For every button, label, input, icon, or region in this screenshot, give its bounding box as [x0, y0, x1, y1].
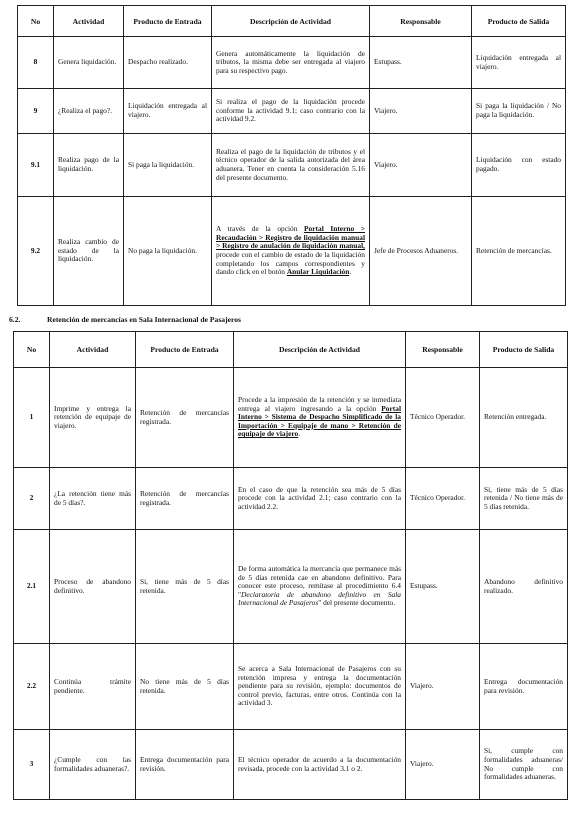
cell-actividad: ¿Realiza el pago?. [54, 89, 124, 134]
cell-salida: Si paga la liquidación / No paga la liquidación. [472, 89, 566, 134]
header-responsable: Responsable [370, 6, 472, 37]
header-no: No [14, 332, 50, 368]
header-producto-entrada: Producto de Entrada [136, 332, 234, 368]
menu-path-link: Portal Interno > Recaudación > Registro de liquidación manual > Registro de anulación de liquidación manual, [216, 224, 365, 251]
table-row [18, 197, 566, 306]
table-row [14, 730, 568, 800]
cell-no: 2 [14, 468, 50, 530]
cell-descripcion: Realiza el pago de la liquidación de tributos y el técnico operador de la salida autorizada del área aduanera. Tener en cuenta la consideración 5.16 del presente documento. [212, 134, 370, 197]
cell-responsable: Técnico Operador. [406, 468, 480, 530]
header-responsable: Responsable [406, 332, 480, 368]
cell-responsable: Viajero. [370, 134, 472, 197]
cell-salida: Si, cumple con formalidades aduaneras/ No cumple con formalidades aduaneras. [480, 730, 568, 800]
cell-responsable: Viajero. [406, 644, 480, 730]
cell-no: 2.1 [14, 530, 50, 644]
cell-no: 9.1 [18, 134, 54, 197]
section-heading [9, 315, 241, 324]
section-title: Retención de mercancías en Sala Internacional de Pasajeros [47, 315, 241, 324]
desc-text: Procede a la impresión de la retención y se inmediata entrega al viajero ingresando a la opción [238, 395, 401, 413]
section-number: 6.2. [9, 315, 21, 324]
cell-entrada: Si, tiene más de 5 días retenida. [136, 530, 234, 644]
cell-actividad: Continúa trámite pendiente. [50, 644, 136, 730]
header-actividad: Actividad [50, 332, 136, 368]
cell-entrada: No paga la liquidación. [124, 197, 212, 306]
cell-actividad: Proceso de abandono definitivo. [50, 530, 136, 644]
menu-path-link: Portal Interno > Sistema de Despacho Simplificado de la Importación > Equipaje de mano > Retención de equipaje de viajero [238, 403, 401, 439]
header-no: No [18, 6, 54, 37]
table-row [14, 468, 568, 530]
cell-entrada: Retención de mercancías registrada. [136, 468, 234, 530]
table-header-row [18, 6, 566, 37]
cell-no: 2.2 [14, 644, 50, 730]
cell-responsable: Jefe de Procesos Aduaneros. [370, 197, 472, 306]
header-actividad: Actividad [54, 6, 124, 37]
cell-no: 9.2 [18, 197, 54, 306]
desc-text: De forma automática la mercancía que permanece más de 5 días retenida cae en abandono definitivo. Para conocer este proceso, remítase al procedimiento 6.4 " [238, 564, 401, 599]
cell-entrada: Liquidación entregada al viajero. [124, 89, 212, 134]
cell-responsable: Viajero. [370, 89, 472, 134]
cell-descripcion: Se acerca a Sala Internacional de Pasajeros con su retención impresa y entrega la documentación pendiente para su revisión, ejemplo: documentos de control previo, facturas, entre otros. Continúa con la actividad 3. [234, 644, 406, 730]
cell-responsable: Técnico Operador. [406, 368, 480, 468]
desc-text: procede con el cambio de estado de la liquidación completando los campos correspondientes y dando click en el botón [216, 250, 365, 277]
cell-no: 9 [18, 89, 54, 134]
table-row [14, 644, 568, 730]
table-row [18, 37, 566, 89]
cell-no: 8 [18, 37, 54, 89]
header-producto-salida: Producto de Salida [472, 6, 566, 37]
table-row [18, 89, 566, 134]
cell-actividad: Realiza cambio de estado de la liquidación. [54, 197, 124, 306]
activity-table-1 [17, 5, 566, 306]
cell-salida: Entrega documentación para revisión. [480, 644, 568, 730]
cell-descripcion: En el caso de que la retención sea más de 5 días procede con la actividad 2.1; caso contrario con la actividad 2.2. [234, 468, 406, 530]
header-descripcion: Descripción de Actividad [234, 332, 406, 368]
button-name-ref: Anular Liquidación [286, 267, 350, 277]
cell-entrada: No tiene más de 5 días retenida. [136, 644, 234, 730]
desc-text: " del presente documento. [318, 598, 396, 608]
cell-salida: Si, tiene más de 5 días retenida / No tiene más de 5 días retenida. [480, 468, 568, 530]
cell-actividad: ¿Cumple con las formalidades aduaneras?. [50, 730, 136, 800]
desc-text: . [298, 429, 301, 439]
header-producto-salida: Producto de Salida [480, 332, 568, 368]
table-row [14, 368, 568, 468]
desc-text: A través de la opción [216, 224, 305, 234]
cell-responsable: Estupass. [406, 530, 480, 644]
table-row [14, 530, 568, 644]
cell-responsable: Estupass. [370, 37, 472, 89]
cell-salida: Liquidación con estado pagado. [472, 134, 566, 197]
cell-actividad: Genera liquidación. [54, 37, 124, 89]
desc-text: . [349, 267, 352, 277]
cell-actividad: ¿La retención tiene más de 5 días?. [50, 468, 136, 530]
cell-entrada: Retención de mercancías registrada. [136, 368, 234, 468]
table-row [18, 134, 566, 197]
table-header-row [14, 332, 568, 368]
activity-table-2 [13, 331, 568, 800]
cell-responsable: Viajero. [406, 730, 480, 800]
cell-entrada: Entrega documentación para revisión. [136, 730, 234, 800]
cell-descripcion: Si realiza el pago de la liquidación procede conforme la actividad 9.1; caso contrario con la actividad 9.2. [212, 89, 370, 134]
header-descripcion: Descripción de Actividad [212, 6, 370, 37]
cell-actividad: Realiza pago de la liquidación. [54, 134, 124, 197]
cell-descripcion [234, 530, 406, 644]
cell-no: 3 [14, 730, 50, 800]
cell-descripcion [234, 368, 406, 468]
cell-salida: Abandono definitivo realizado. [480, 530, 568, 644]
procedure-reference: Declaratoria de abandono definitivo en Sala Internacional de Pasajeros [238, 589, 401, 608]
cell-salida: Retención de mercancías. [472, 197, 566, 306]
cell-descripcion [212, 197, 370, 306]
cell-descripcion: El técnico operador de acuerdo a la documentación revisada, procede con la actividad 3.1 o 2. [234, 730, 406, 800]
cell-salida: Retención entregada. [480, 368, 568, 468]
header-producto-entrada: Producto de Entrada [124, 6, 212, 37]
cell-salida: Liquidación entregada al viajero. [472, 37, 566, 89]
cell-descripcion: Genera automáticamente la liquidación de tributos, la misma debe ser entregada al viajero para su respectivo pago. [212, 37, 370, 89]
cell-entrada: Despacho realizado. [124, 37, 212, 89]
cell-actividad: Imprime y entrega la retención de equipaje de viajero. [50, 368, 136, 468]
cell-entrada: Si paga la liquidación. [124, 134, 212, 197]
cell-no: 1 [14, 368, 50, 468]
